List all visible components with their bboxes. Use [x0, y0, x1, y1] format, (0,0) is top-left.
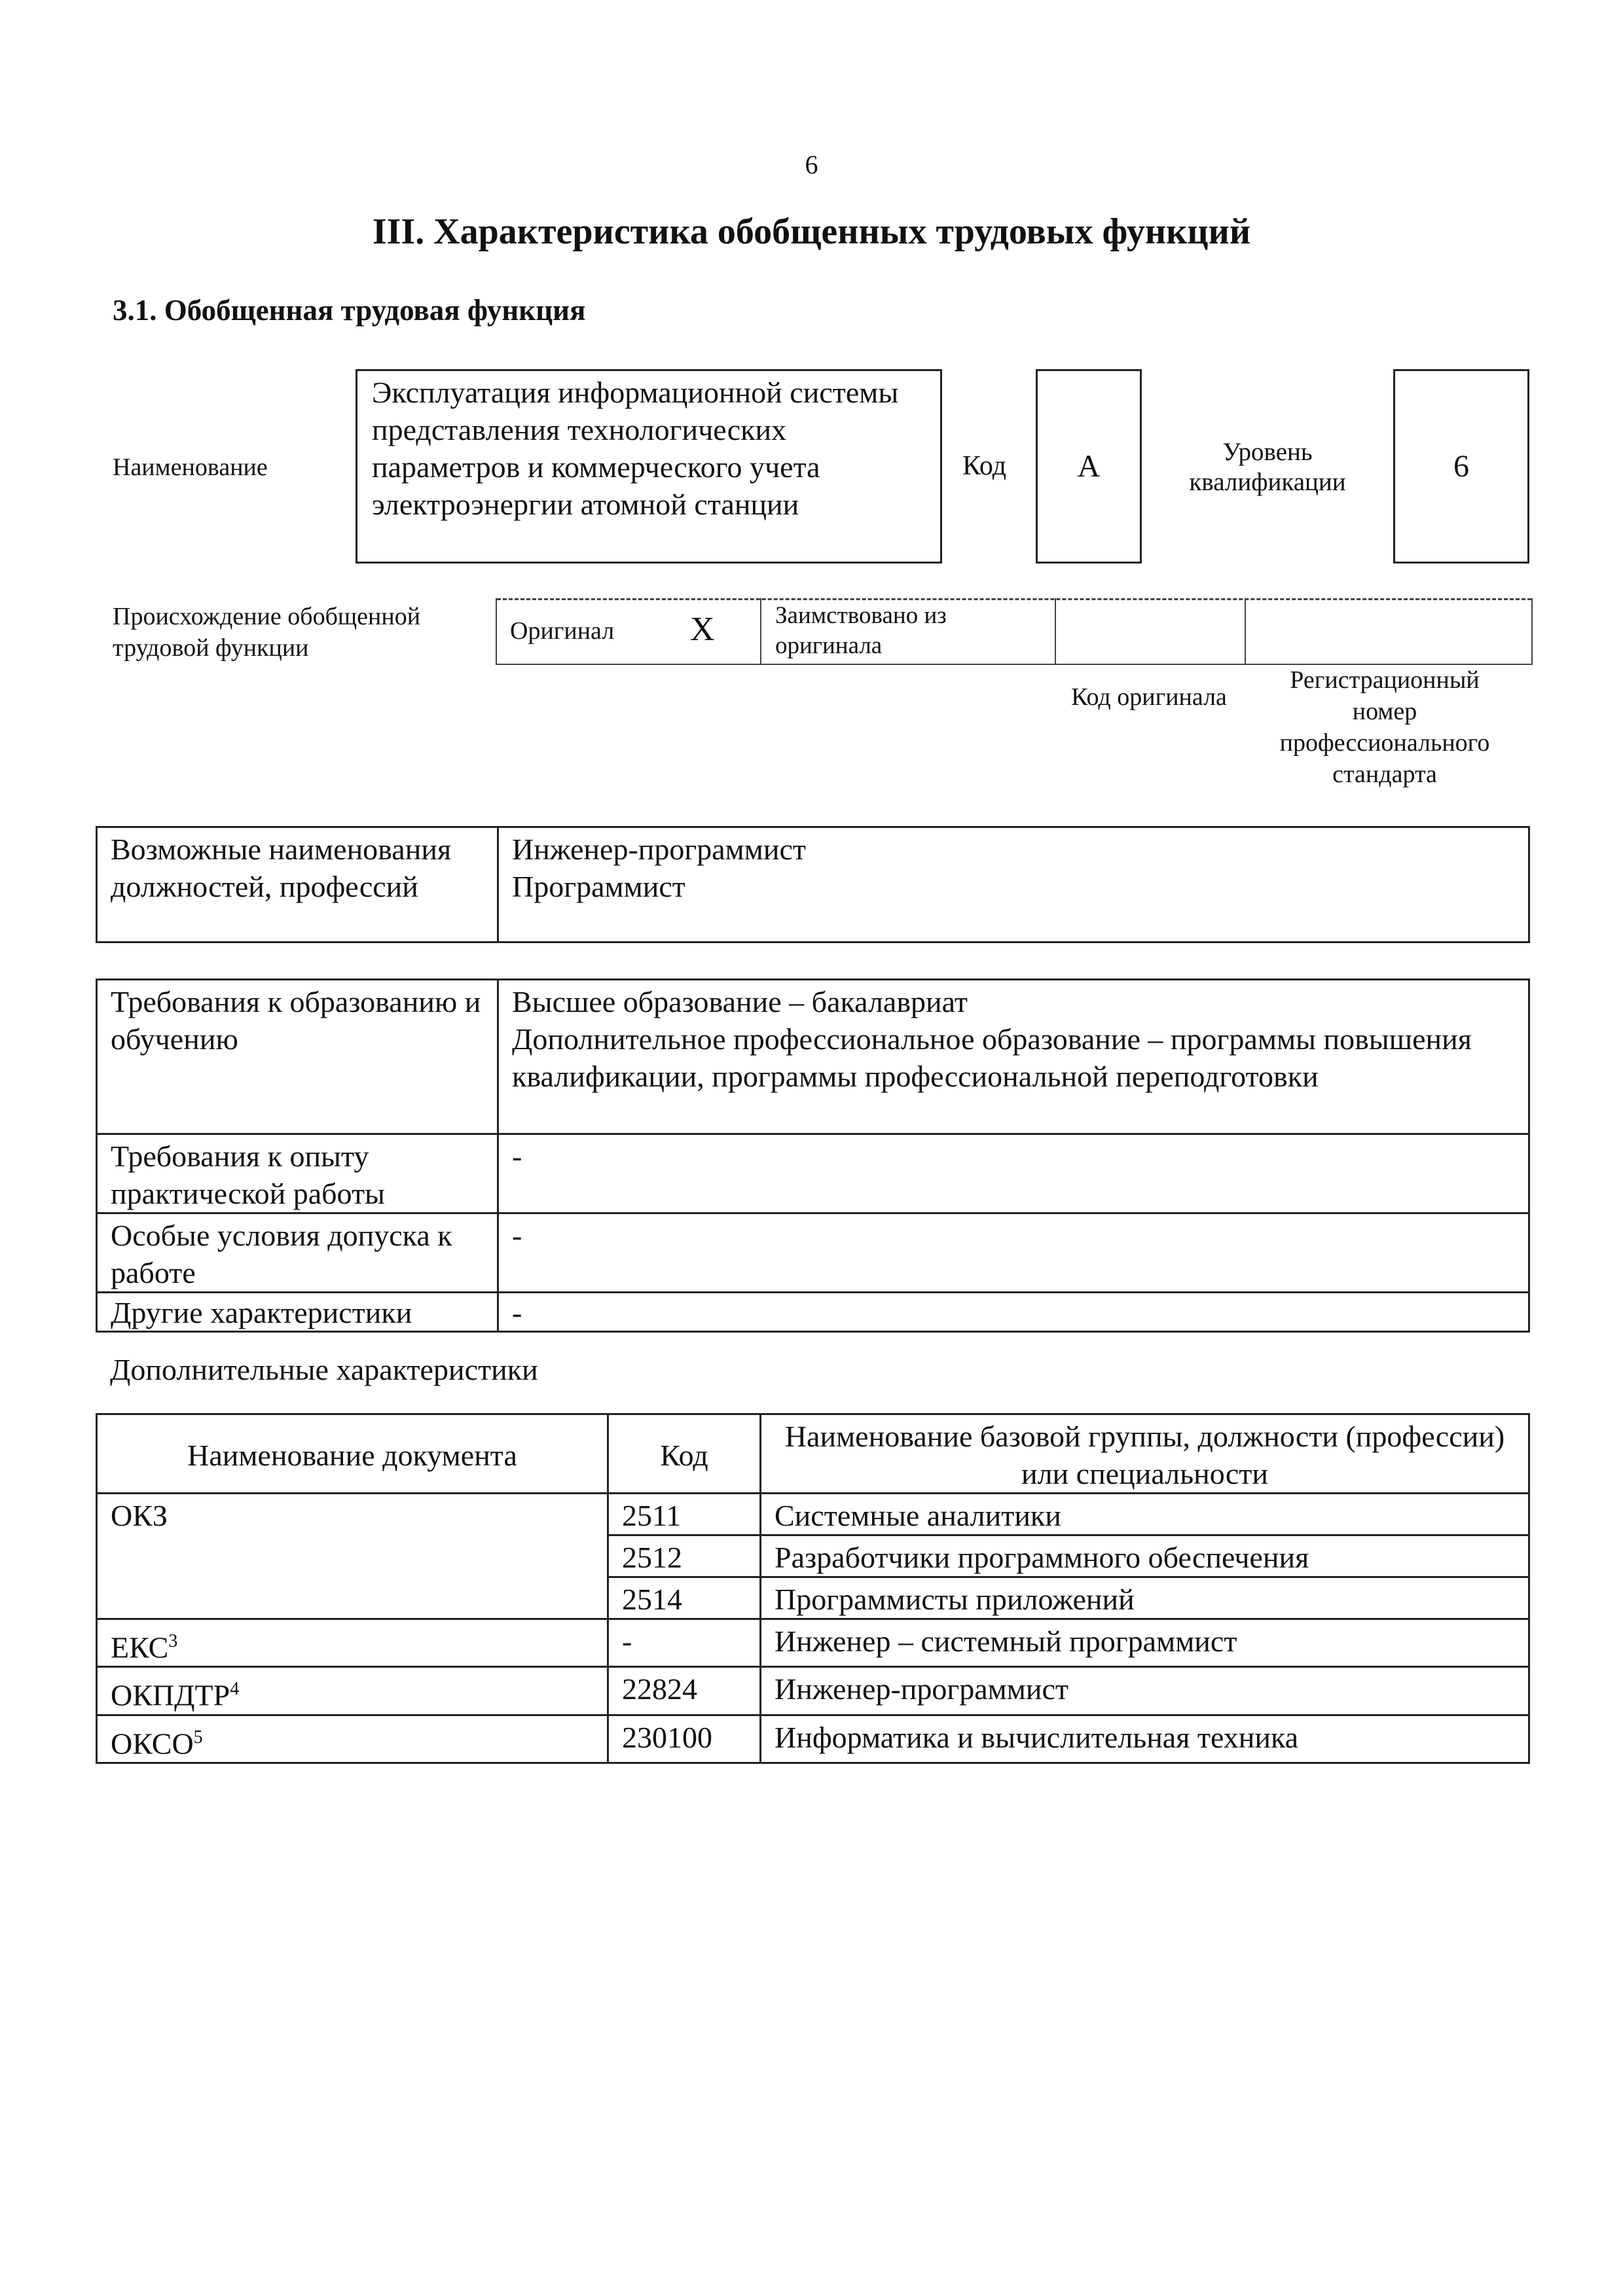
name-cell: Инженер – системный программист [761, 1619, 1529, 1667]
additional-header-row [97, 1414, 1529, 1494]
doc-cell [97, 1667, 608, 1715]
additional-title: Дополнительные характеристики [110, 1353, 538, 1386]
requirements-value: Высшее образование – бакалавриат Дополнительное профессиональное образование – программы повышения квалификации, программы профессиональной переподготовки [498, 980, 1529, 1134]
position-item: Программист [512, 870, 685, 903]
name-cell: Программисты приложений [761, 1577, 1529, 1619]
positions-label: Возможные наименования должностей, профессий [97, 827, 498, 942]
requirements-label: Особые условия допуска к работе [97, 1213, 498, 1293]
code-cell: 22824 [608, 1667, 761, 1715]
borrowed-label: Заимствовано из оригинала [775, 602, 947, 659]
name-cell: Системные аналитики [761, 1494, 1529, 1535]
footnote-ref: 3 [168, 1631, 178, 1651]
footnote-ref: 5 [193, 1727, 203, 1748]
level-label: Уровень квалификации [1189, 438, 1346, 496]
table-row [97, 1619, 1529, 1667]
level-value-box: 6 [1393, 369, 1529, 564]
positions-row [97, 827, 1529, 942]
requirements-label: Требования к опыту практической работы [97, 1134, 498, 1213]
table-row [97, 1715, 1529, 1763]
code-label: Код [962, 451, 1007, 481]
doc-text: ОКПДТР [111, 1678, 230, 1712]
origin-label: Происхождение обобщенной трудовой функции [113, 603, 421, 662]
additional-table [96, 1413, 1530, 1764]
subsection-title: 3.1. Обобщенная трудовая функция [113, 294, 586, 327]
code-value-box: А [1036, 369, 1142, 564]
doc-cell [97, 1619, 608, 1667]
table-row [97, 1494, 1529, 1535]
header-code: Код [608, 1414, 761, 1494]
origin-top-border [497, 598, 1531, 600]
header-doc: Наименование документа [97, 1414, 608, 1494]
requirements-value: - [498, 1293, 1529, 1332]
table-row [97, 1667, 1529, 1715]
doc-cell [97, 1494, 608, 1619]
name-cell: Информатика и вычислительная техника [761, 1715, 1529, 1763]
origin-divider-3 [1245, 598, 1246, 664]
code-cell: - [608, 1619, 761, 1667]
doc-text: ОКЗ [111, 1499, 168, 1532]
positions-table [96, 826, 1530, 943]
section-title: III. Характеристика обобщенных трудовых функций [372, 211, 1251, 252]
code-cell: 2514 [608, 1577, 761, 1619]
doc-cell [97, 1715, 608, 1763]
doc-text: ОКСО [111, 1726, 194, 1760]
requirements-row [97, 1213, 1529, 1293]
header-name: Наименование базовой группы, должности (профессии) или специальности [761, 1414, 1529, 1494]
requirements-label: Требования к образованию и обучению [97, 980, 498, 1134]
code-cell: 230100 [608, 1715, 761, 1763]
origin-divider-1 [760, 598, 761, 664]
original-mark: X [690, 611, 715, 648]
requirements-label: Другие характеристики [97, 1293, 498, 1332]
positions-values [498, 827, 1529, 942]
requirements-row [97, 1134, 1529, 1213]
code-original-caption: Код оригинала [1071, 683, 1227, 711]
requirements-row [97, 1293, 1529, 1332]
code-cell: 2512 [608, 1535, 761, 1577]
doc-text: ЕКС [111, 1630, 169, 1664]
requirements-value: - [498, 1134, 1529, 1213]
requirements-table [96, 978, 1530, 1333]
reg-number-caption: Регистрационный номер профессионального стандарта [1279, 666, 1490, 788]
gtf-name-box: Эксплуатация информационной системы представления технологических параметров и коммерческого учета электроэнергии атомной станции [356, 369, 942, 564]
requirements-value: - [498, 1213, 1529, 1293]
name-label: Наименование [113, 454, 268, 481]
name-cell: Инженер-программист [761, 1667, 1529, 1715]
code-cell: 2511 [608, 1494, 761, 1535]
origin-row [496, 598, 1533, 665]
name-cell: Разработчики программного обеспечения [761, 1535, 1529, 1577]
position-item: Инженер-программист [512, 833, 807, 866]
origin-divider-2 [1055, 598, 1056, 664]
footnote-ref: 4 [230, 1679, 240, 1700]
requirements-row [97, 980, 1529, 1134]
page-number: 6 [805, 150, 818, 179]
original-label: Оригинал [510, 617, 615, 645]
